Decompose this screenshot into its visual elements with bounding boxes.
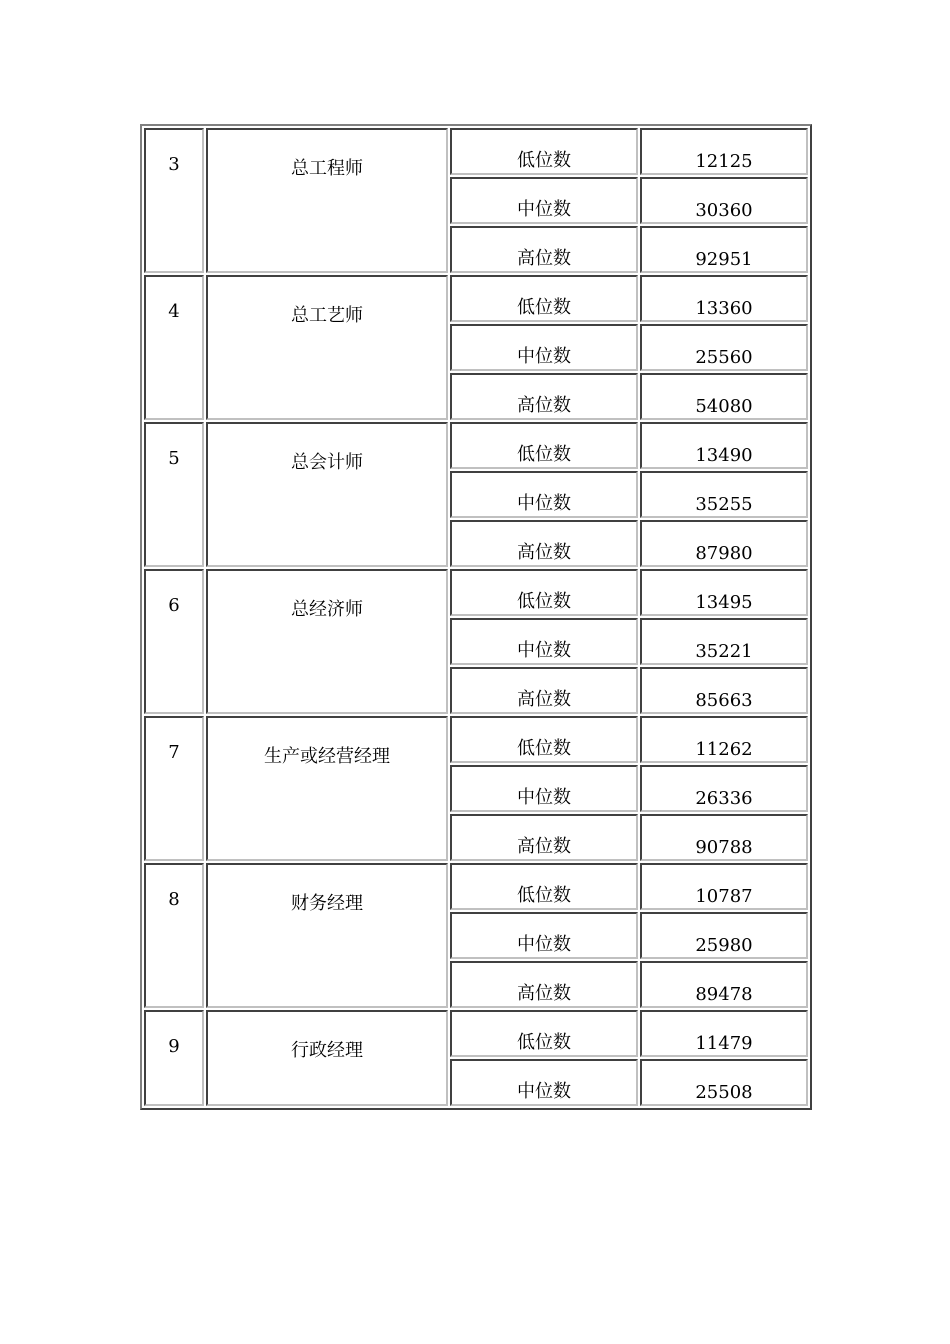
percentile-label: 中位数	[450, 1059, 638, 1106]
position-number: 6	[144, 569, 204, 714]
percentile-label: 高位数	[450, 373, 638, 420]
salary-value: 13490	[640, 422, 808, 469]
percentile-label: 低位数	[450, 1010, 638, 1057]
percentile-label: 中位数	[450, 618, 638, 665]
percentile-label: 中位数	[450, 471, 638, 518]
position-number: 8	[144, 863, 204, 1008]
table-row	[144, 1010, 808, 1057]
salary-value: 25980	[640, 912, 808, 959]
position-number: 7	[144, 716, 204, 861]
salary-value: 13360	[640, 275, 808, 322]
percentile-label: 低位数	[450, 275, 638, 322]
position-number: 9	[144, 1010, 204, 1106]
salary-table	[140, 124, 812, 1110]
percentile-label: 中位数	[450, 324, 638, 371]
position-title: 总会计师	[206, 422, 448, 567]
position-number: 5	[144, 422, 204, 567]
salary-table-body	[144, 128, 808, 1106]
percentile-label: 中位数	[450, 912, 638, 959]
percentile-label: 高位数	[450, 667, 638, 714]
salary-value: 25560	[640, 324, 808, 371]
salary-value: 30360	[640, 177, 808, 224]
salary-value: 12125	[640, 128, 808, 175]
position-title: 总经济师	[206, 569, 448, 714]
salary-value: 92951	[640, 226, 808, 273]
position-number: 4	[144, 275, 204, 420]
percentile-label: 高位数	[450, 520, 638, 567]
salary-value: 10787	[640, 863, 808, 910]
salary-value: 89478	[640, 961, 808, 1008]
salary-value: 54080	[640, 373, 808, 420]
salary-value: 35221	[640, 618, 808, 665]
percentile-label: 高位数	[450, 226, 638, 273]
percentile-label: 中位数	[450, 177, 638, 224]
table-row	[144, 422, 808, 469]
table-row	[144, 275, 808, 322]
position-title: 行政经理	[206, 1010, 448, 1106]
position-title: 财务经理	[206, 863, 448, 1008]
salary-value: 87980	[640, 520, 808, 567]
salary-value: 85663	[640, 667, 808, 714]
position-title: 生产或经营经理	[206, 716, 448, 861]
percentile-label: 中位数	[450, 765, 638, 812]
salary-value: 11479	[640, 1010, 808, 1057]
position-title: 总工程师	[206, 128, 448, 273]
table-row	[144, 128, 808, 175]
salary-value: 25508	[640, 1059, 808, 1106]
table-row	[144, 569, 808, 616]
percentile-label: 高位数	[450, 814, 638, 861]
salary-value: 90788	[640, 814, 808, 861]
percentile-label: 低位数	[450, 422, 638, 469]
table-row	[144, 863, 808, 910]
percentile-label: 低位数	[450, 128, 638, 175]
percentile-label: 低位数	[450, 863, 638, 910]
table-row	[144, 716, 808, 763]
percentile-label: 低位数	[450, 716, 638, 763]
position-title: 总工艺师	[206, 275, 448, 420]
salary-value: 11262	[640, 716, 808, 763]
percentile-label: 低位数	[450, 569, 638, 616]
salary-value: 35255	[640, 471, 808, 518]
percentile-label: 高位数	[450, 961, 638, 1008]
salary-value: 26336	[640, 765, 808, 812]
salary-value: 13495	[640, 569, 808, 616]
position-number: 3	[144, 128, 204, 273]
